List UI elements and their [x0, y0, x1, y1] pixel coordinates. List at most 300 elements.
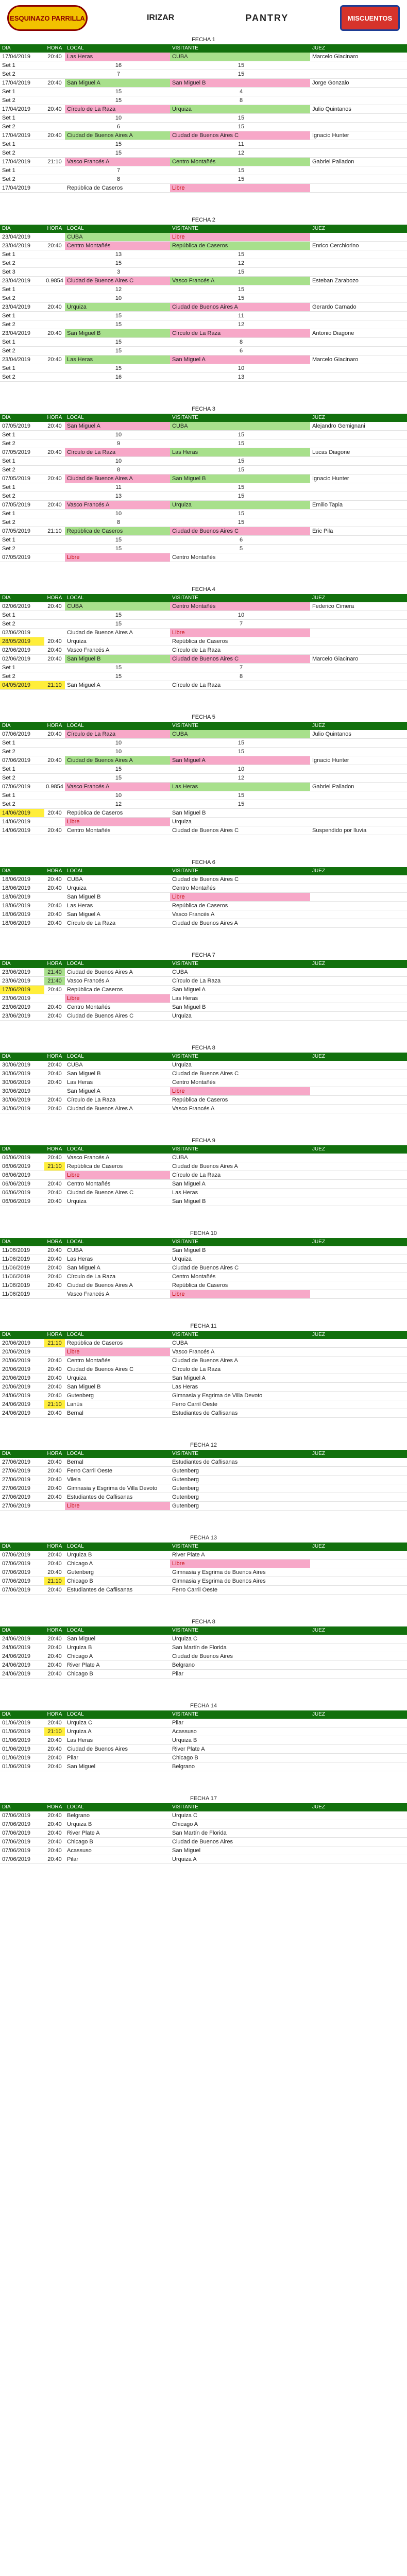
match-row	[0, 1197, 407, 1206]
visitor-team: Chicago A	[172, 1821, 198, 1827]
match-time: 21:10	[47, 159, 62, 165]
match-date: 14/06/2019	[0, 809, 44, 817]
local-team: Libre	[65, 1502, 170, 1510]
set-row	[0, 774, 407, 783]
referee	[310, 1643, 407, 1652]
set-row	[0, 664, 407, 672]
local-score: 10	[115, 115, 122, 121]
visitor-score: 12	[238, 321, 245, 328]
local-score: 7	[116, 71, 121, 77]
referee: Marcelo Giacinaro	[312, 656, 359, 662]
match-row	[0, 646, 407, 655]
match-time	[44, 483, 65, 492]
referee: Eric Pila	[312, 528, 333, 534]
match-time: 0.9854	[46, 278, 63, 284]
referee	[310, 1003, 407, 1011]
match-date: 02/06/2019	[2, 656, 31, 662]
match-time	[44, 338, 65, 346]
fecha-section	[0, 858, 407, 948]
local-team: Chicago A	[67, 1561, 93, 1567]
visitor-team: Estudiantes de Caflisanas	[172, 1459, 238, 1465]
local-team: Acassuso	[67, 1848, 92, 1854]
fixture-container	[0, 35, 407, 1885]
match-date: 23/04/2019	[2, 357, 31, 363]
referee: Julio Quintanos	[312, 106, 351, 112]
visitor-score: 15	[238, 458, 245, 464]
match-time	[44, 439, 65, 448]
match-date: 27/06/2019	[2, 1494, 31, 1500]
match-date: 30/06/2019	[2, 1088, 31, 1094]
match-date: 24/06/2019	[2, 1393, 31, 1399]
visitor-team: CUBA	[170, 53, 310, 61]
visitor-team: Gutenberg	[172, 1477, 199, 1483]
referee	[310, 875, 407, 884]
match-time: 20:40	[47, 903, 62, 909]
referee	[310, 800, 407, 808]
visitor-team: Gimnasia y Esgrima de Buenos Aires	[172, 1578, 266, 1584]
match-time: 20:40	[47, 1274, 62, 1280]
header-juez: JUEZ	[312, 226, 325, 231]
match-time	[44, 457, 65, 465]
header-dia: DIA	[2, 1332, 11, 1337]
header-dia: DIA	[2, 961, 11, 967]
local-team: Urquiza	[67, 1375, 87, 1381]
set-row	[0, 611, 407, 620]
visitor-team: Urquiza A	[172, 1856, 197, 1862]
header-local: LOCAL	[67, 595, 84, 601]
local-team: San Miguel B	[67, 894, 101, 900]
referee	[310, 338, 407, 346]
referee	[310, 1246, 407, 1255]
match-time: 20:40	[47, 647, 62, 653]
table-header	[0, 594, 407, 602]
referee	[310, 1670, 407, 1678]
referee	[310, 1551, 407, 1559]
match-row	[0, 79, 407, 88]
match-time	[44, 893, 65, 901]
match-date: 07/05/2019	[2, 528, 31, 534]
visitor-score: 15	[238, 115, 245, 121]
header-local: LOCAL	[67, 868, 84, 874]
match-date: 24/06/2019	[2, 1636, 31, 1642]
local-score: 9	[116, 440, 121, 447]
fecha-title: FECHA 2	[192, 217, 215, 223]
fecha-title: FECHA 8	[192, 1619, 215, 1625]
esquinazo-logo: ESQUINAZO PARRILLA	[7, 5, 88, 31]
header-juez: JUEZ	[312, 1332, 325, 1337]
header-visitante: VISITANTE	[172, 1804, 198, 1810]
match-row	[0, 242, 407, 250]
local-team: Estudiantes de Caflisanas	[67, 1587, 133, 1593]
match-row	[0, 1829, 407, 1838]
visitor-team: Centro Montañés	[170, 602, 310, 611]
local-score: 15	[115, 141, 122, 147]
referee	[310, 510, 407, 518]
logos-header	[0, 0, 407, 33]
set-label: Set 1	[2, 339, 15, 345]
visitor-score: 11	[238, 313, 244, 319]
local-team: Urquiza	[67, 638, 87, 645]
match-time: 20:40	[47, 1552, 62, 1558]
visitor-team: Centro Montañés	[170, 158, 310, 166]
referee	[310, 1339, 407, 1347]
match-time	[44, 1348, 65, 1356]
match-row	[0, 986, 407, 994]
referee	[310, 431, 407, 439]
visitor-team: San Miguel B	[172, 1198, 206, 1205]
visitor-team: CUBA	[172, 1340, 188, 1346]
visitor-team: Gutenberg	[172, 1494, 199, 1500]
set-label: Set 2	[2, 801, 15, 807]
match-date: 02/06/2019	[2, 630, 31, 636]
local-score: 8	[116, 519, 121, 526]
match-row	[0, 994, 407, 1003]
local-score: 15	[115, 775, 122, 781]
visitor-team: San Miguel B	[172, 810, 206, 816]
fecha-title: FECHA 9	[192, 1138, 215, 1144]
section-gap	[0, 1771, 407, 1792]
set-row	[0, 492, 407, 501]
match-date: 30/06/2019	[2, 1071, 31, 1077]
match-row	[0, 875, 407, 884]
referee	[310, 140, 407, 148]
local-team: Vasco Francés A	[65, 501, 170, 509]
table-header	[0, 1626, 407, 1635]
match-row	[0, 1087, 407, 1096]
referee	[310, 1493, 407, 1501]
referee	[310, 1096, 407, 1104]
match-date: 07/06/2019	[2, 1587, 31, 1593]
match-row	[0, 329, 407, 338]
visitor-score: 7	[239, 665, 243, 671]
header-hora: HORA	[47, 1711, 62, 1717]
referee	[310, 629, 407, 637]
match-time	[44, 553, 65, 562]
visitor-team: Círculo de La Raza	[172, 1366, 221, 1372]
match-time: 20:40	[47, 1256, 62, 1262]
match-date: 17/04/2019	[2, 132, 31, 139]
header-juez: JUEZ	[312, 1239, 325, 1245]
section-gap	[0, 1113, 407, 1134]
table-header	[0, 1053, 407, 1061]
match-date: 28/05/2019	[0, 637, 44, 646]
visitor-team: CUBA	[172, 1155, 188, 1161]
header-dia: DIA	[2, 45, 11, 51]
fecha-section	[0, 1043, 407, 1134]
referee	[310, 1087, 407, 1095]
match-time: 20:40	[47, 1282, 62, 1289]
match-row	[0, 527, 407, 536]
referee	[310, 518, 407, 527]
local-score: 15	[115, 97, 122, 104]
table-header	[0, 1543, 407, 1551]
local-team: Las Heras	[65, 53, 170, 61]
set-label: Set 1	[2, 766, 15, 772]
visitor-team: Centro Montañés	[172, 1274, 216, 1280]
visitor-team: San Martín de Florida	[172, 1645, 227, 1651]
header-juez: JUEZ	[312, 1451, 325, 1456]
table-header	[0, 960, 407, 968]
match-time	[44, 250, 65, 259]
match-time: 20:40	[47, 502, 62, 508]
match-row	[0, 553, 407, 562]
local-team: Ciudad de Buenos Aires A	[65, 756, 170, 765]
referee: Antonio Diagone	[312, 330, 354, 336]
referee: Gabriel Palladon	[312, 784, 354, 790]
header-local: LOCAL	[67, 1451, 84, 1456]
visitor-score: 15	[238, 71, 245, 77]
visitor-score: 15	[238, 432, 245, 438]
referee	[310, 1409, 407, 1417]
visitor-team: Ciudad de Buenos Aires A	[170, 303, 310, 311]
referee	[310, 545, 407, 553]
match-date: 06/06/2019	[2, 1190, 31, 1196]
match-time: 20:40	[47, 827, 62, 834]
set-row	[0, 320, 407, 329]
local-team: CUBA	[67, 1062, 83, 1068]
match-date: 18/06/2019	[2, 903, 31, 909]
referee	[310, 259, 407, 267]
referee	[310, 1745, 407, 1753]
local-score: 3	[116, 269, 121, 275]
fecha-section	[0, 1136, 407, 1227]
match-time: 20:40	[47, 1366, 62, 1372]
visitor-team: Las Heras	[170, 448, 310, 456]
referee	[310, 1458, 407, 1466]
match-time	[44, 748, 65, 756]
fecha-section	[0, 713, 407, 856]
match-time	[44, 88, 65, 96]
referee: Enrico Cerchiorino	[312, 243, 359, 249]
local-score: 15	[115, 339, 122, 345]
set-row	[0, 88, 407, 96]
referee	[310, 664, 407, 672]
visitor-team: Pilar	[172, 1720, 184, 1726]
visitor-team: República de Caseros	[172, 638, 228, 645]
referee	[310, 149, 407, 157]
header-hora: HORA	[47, 1628, 62, 1633]
visitor-team: Ciudad de Buenos Aires C	[170, 655, 310, 663]
referee	[310, 1855, 407, 1863]
match-time: 20:40	[47, 757, 62, 764]
fecha-title: FECHA 14	[190, 1703, 217, 1709]
match-row	[0, 1586, 407, 1595]
match-time: 20:40	[47, 1062, 62, 1068]
local-team: Belgrano	[67, 1812, 90, 1819]
match-row	[0, 1273, 407, 1281]
set-row	[0, 748, 407, 756]
set-row	[0, 431, 407, 439]
match-date: 18/06/2019	[2, 876, 31, 883]
referee: Suspendido por lluvia	[312, 827, 367, 834]
section-gap	[0, 835, 407, 856]
set-row	[0, 70, 407, 79]
match-date: 23/06/2019	[2, 1004, 31, 1010]
local-team: Libre	[65, 1171, 170, 1179]
local-score: 11	[115, 484, 122, 490]
local-team: República de Caseros	[67, 987, 123, 993]
header-juez: JUEZ	[312, 45, 325, 51]
visitor-score: 15	[238, 251, 245, 258]
match-time: 20:40	[47, 1079, 62, 1086]
referee	[310, 364, 407, 372]
match-date: 20/06/2019	[2, 1384, 31, 1390]
match-row	[0, 1484, 407, 1493]
visitor-team: Urquiza	[170, 105, 310, 113]
visitor-score: 4	[239, 89, 243, 95]
referee	[310, 88, 407, 96]
visitor-team: Urquiza	[172, 1013, 192, 1019]
match-time	[44, 140, 65, 148]
fecha-title: FECHA 3	[192, 406, 215, 412]
referee	[310, 1652, 407, 1660]
table-header	[0, 1710, 407, 1719]
local-team: San Miguel A	[67, 1088, 100, 1094]
visitor-team: Gimnasia y Esgrima de Villa Devoto	[172, 1393, 263, 1399]
referee	[310, 1502, 407, 1510]
local-team: Círculo de La Raza	[65, 448, 170, 456]
match-date: 24/06/2019	[2, 1662, 31, 1668]
header-juez: JUEZ	[312, 1804, 325, 1810]
match-row	[0, 1339, 407, 1348]
match-time	[44, 175, 65, 183]
header-local: LOCAL	[67, 226, 84, 231]
header-local: LOCAL	[67, 961, 84, 967]
match-time: 20:40	[47, 731, 62, 737]
match-time: 20:40	[47, 423, 62, 429]
referee	[310, 233, 407, 241]
visitor-team: Belgrano	[172, 1764, 195, 1770]
match-row	[0, 968, 407, 977]
set-label: Set 2	[2, 97, 15, 104]
referee	[310, 1727, 407, 1736]
match-time: 0.9854	[46, 784, 63, 790]
referee	[310, 1838, 407, 1846]
header-visitante: VISITANTE	[172, 1451, 198, 1456]
visitor-team: Ciudad de Buenos Aires C	[172, 876, 239, 883]
match-row	[0, 1811, 407, 1820]
fecha-title: FECHA 10	[190, 1230, 217, 1236]
header-dia: DIA	[2, 415, 11, 420]
match-date: 27/06/2019	[2, 1503, 31, 1509]
referee	[310, 439, 407, 448]
match-time: 20:40	[47, 80, 62, 86]
header-visitante: VISITANTE	[172, 1146, 198, 1152]
local-team: San Miguel B	[67, 1071, 101, 1077]
local-score: 8	[116, 176, 121, 182]
match-row	[0, 1635, 407, 1643]
match-time: 21:10	[44, 1339, 65, 1347]
visitor-team: Libre	[170, 1087, 310, 1095]
match-date: 14/06/2019	[2, 819, 31, 825]
match-time	[44, 518, 65, 527]
match-date: 06/06/2019	[2, 1198, 31, 1205]
header-hora: HORA	[47, 1804, 62, 1810]
set-label: Set 2	[2, 493, 15, 499]
visitor-team: Libre	[170, 1560, 310, 1568]
match-date: 07/05/2019	[2, 502, 31, 508]
match-date: 07/06/2019	[2, 1578, 31, 1584]
visitor-score: 15	[238, 295, 245, 301]
match-time	[44, 664, 65, 672]
match-time: 20:40	[47, 1459, 62, 1465]
fecha-section	[0, 585, 407, 710]
set-label: Set 1	[2, 89, 15, 95]
local-score: 10	[115, 458, 122, 464]
referee	[310, 347, 407, 355]
referee	[310, 114, 407, 122]
set-label: Set 2	[2, 260, 15, 266]
table-header	[0, 722, 407, 730]
referee: Ignacio Hunter	[312, 132, 349, 139]
set-label: Set 1	[2, 665, 15, 671]
local-team: Chicago B	[67, 1671, 93, 1677]
local-score: 15	[115, 665, 122, 671]
local-team: República de Caseros	[67, 810, 123, 816]
set-label: Set 2	[2, 775, 15, 781]
local-team: Pilar	[67, 1856, 79, 1862]
set-row	[0, 791, 407, 800]
referee	[310, 1661, 407, 1669]
header-visitante: VISITANTE	[172, 1544, 198, 1549]
match-row	[0, 1577, 407, 1586]
match-time: 20:40	[47, 1198, 62, 1205]
fecha-section	[0, 35, 407, 213]
match-time: 20:40	[47, 1720, 62, 1726]
fecha-section	[0, 1794, 407, 1885]
referee	[310, 902, 407, 910]
set-label: Set 2	[2, 440, 15, 447]
set-row	[0, 510, 407, 518]
local-team: Urquiza B	[67, 1552, 92, 1558]
visitor-team: Ciudad de Buenos Aires	[172, 1653, 233, 1659]
visitor-team: Las Heras	[172, 1384, 198, 1390]
set-row	[0, 166, 407, 175]
match-date: 17/04/2019	[2, 159, 31, 165]
visitor-team: Las Heras	[172, 995, 198, 1002]
header-hora: HORA	[47, 961, 62, 967]
visitor-team: Libre	[170, 233, 310, 241]
match-date: 24/06/2019	[2, 1410, 31, 1416]
match-time: 20:40	[47, 656, 62, 662]
match-time: 20:40	[47, 1737, 62, 1743]
match-time: 20:40	[47, 1587, 62, 1593]
referee	[310, 739, 407, 747]
local-team: Lanús	[67, 1401, 82, 1408]
section-gap	[0, 1679, 407, 1699]
match-row	[0, 681, 407, 690]
referee	[310, 1484, 407, 1493]
referee	[310, 1105, 407, 1113]
fecha-section	[0, 951, 407, 1041]
referee: Gerardo Carnado	[312, 304, 357, 310]
match-row	[0, 910, 407, 919]
match-row	[0, 1078, 407, 1087]
visitor-team: Estudiantes de Caflisanas	[172, 1410, 238, 1416]
match-row	[0, 902, 407, 910]
match-date: 02/06/2019	[2, 647, 31, 653]
local-team: Urquiza	[67, 885, 87, 891]
visitor-team: Centro Montañés	[172, 885, 216, 891]
header-visitante: VISITANTE	[172, 1239, 198, 1245]
visitor-score: 15	[238, 484, 245, 490]
match-time	[44, 312, 65, 320]
referee	[310, 681, 407, 689]
local-team: San Miguel B	[67, 1384, 101, 1390]
match-date: 07/06/2019	[2, 1569, 31, 1575]
irizar-logo: IRIZAR	[146, 13, 175, 22]
visitor-team: Ciudad de Buenos Aires A	[172, 1163, 238, 1170]
